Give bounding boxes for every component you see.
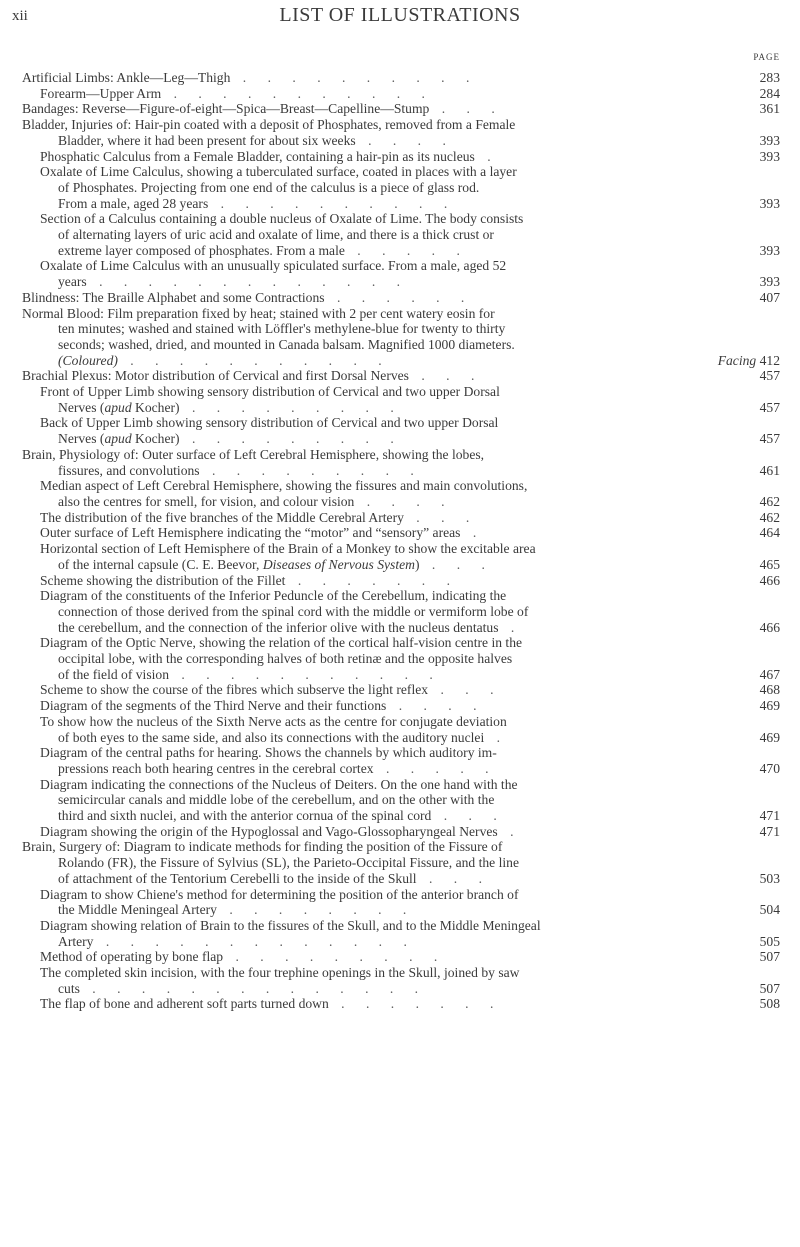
entry-line [22,431,780,447]
entry-line [22,635,780,651]
entry-text: Diagram of the segments of the Third Nerve and their functions [40,698,387,714]
entry-line [22,211,780,227]
page-reference: 393 [759,132,780,148]
page-reference: 508 [759,996,780,1012]
leader-dots: . . . [403,509,479,525]
entry-text: Artery [58,933,94,949]
entry-text: cuts [58,980,80,996]
entry-line [22,353,780,369]
page-reference: 393 [759,242,780,258]
entry-line [22,274,780,290]
entry-line [22,682,780,698]
entry-text: Forearm—Upper Arm [40,85,162,101]
entry-line [22,745,780,761]
list-item [22,101,780,117]
entry-line [22,196,780,212]
entry-text: The completed skin incision, with the four trephine openings in the Skull, joined by saw [40,965,520,981]
entry-text: of alternating layers of uric acid and oxalate of lime, and there is a thick crust or [58,227,494,243]
entry-text: of the internal capsule (C. E. Beevor, Diseases of Nervous System) [58,556,420,572]
leader-dots: . . . . . . . . . [223,949,447,965]
leader-dots: . [474,148,500,164]
list-item [22,824,780,840]
entry-text: (Coloured) [58,352,118,368]
page-reference: 457 [759,399,780,415]
leader-dots: . . . . [354,493,454,509]
page-reference: 471 [759,823,780,839]
page-reference: 505 [759,933,780,949]
entry-text: of both eyes to the same side, and also its connections with the auditory nuclei [58,729,485,745]
leader-dots: . [484,729,510,745]
leader-dots: . . . . . . . . . . [208,195,457,211]
entry-text: third and sixth nuclei, and with the anterior cornua of the spinal cord [58,808,432,824]
leader-dots: . . . . . . . . . . . [169,666,442,682]
entry-text: Median aspect of Left Cerebral Hemisphere, showing the fissures and main convolutions, [40,478,528,494]
entry-text: Outer surface of Left Hemisphere indicating the “motor” and “sensory” areas [40,525,461,541]
entry-text: pressions reach both hearing centres in the cerebral cortex [58,760,374,776]
list-item [22,588,780,635]
entry-line [22,949,780,965]
list-item [22,447,780,478]
entry-text: Method of operating by bone flap [40,949,224,965]
leader-dots: . . . . . . . . [216,902,416,918]
entry-line [22,494,780,510]
list-item [22,510,780,526]
entry-text: Back of Upper Limb showing sensory distribution of Cervical and two upper Dorsal [40,415,499,431]
page-reference: 464 [759,525,780,541]
page-reference: 469 [759,698,780,714]
entry-text: To show how the nucleus of the Sixth Nerve acts as the centre for conjugate deviation [40,713,507,729]
entry-line [22,290,780,306]
entry-line [22,510,780,526]
page-reference: 283 [759,70,780,85]
entry-text: the Middle Meningeal Artery [58,902,217,918]
list-item [22,887,780,918]
entry-text: Bladder, Injuries of: Hair-pin coated with a deposit of Phosphates, removed from a Female [22,117,516,133]
entry-text: Bladder, where it had been present for about six weeks [58,132,356,148]
page-reference: 393 [759,195,780,211]
list-item [22,525,780,541]
page-reference: 457 [759,431,780,447]
list-item [22,415,780,446]
page-reference: 461 [759,462,780,478]
entry-text: From a male, aged 28 years [58,195,209,211]
leader-dots: . . . [408,368,484,384]
entry-text: Section of a Calculus containing a double nucleus of Oxalate of Lime. The body consists [40,211,524,227]
entry-line [22,871,780,887]
entry-line [22,934,780,950]
entry-line [22,400,780,416]
leader-dots: . . . [428,682,503,698]
entry-line [22,667,780,683]
leader-dots: . . . . . . . . . [199,462,423,478]
running-header [0,0,800,60]
entry-text: Diagram indicating the connections of the Nucleus of Deiters. On the one hand with the [40,776,518,792]
list-item [22,117,780,148]
entry-text: years [58,274,87,290]
entry-line [22,149,780,165]
leader-dots: . . . . . . . [328,996,503,1012]
entry-text: Scheme to show the course of the fibres which subserve the light reflex [40,682,429,698]
list-item [22,258,780,289]
entry-line [22,887,780,903]
entry-text: Diagram showing the origin of the Hypoglossal and Vago-Glossopharyngeal Nerves [40,823,498,839]
entry-line [22,996,780,1012]
list-item [22,949,780,965]
entry-line [22,792,780,808]
page-reference: 462 [759,493,780,509]
page-reference: 507 [759,980,780,996]
list-item [22,839,780,886]
entry-text: Front of Upper Limb showing sensory distribution of Cervical and two upper Dorsal [40,384,500,400]
entry-line [22,321,780,337]
list-item [22,368,780,384]
list-item [22,149,780,165]
leader-dots: . . . [431,808,506,824]
entry-line [22,447,780,463]
page-reference: 393 [759,148,780,164]
page-reference: Facing 412 [717,352,780,368]
entry-text: also the centres for smell, for vision, and colour vision [58,493,355,509]
entry-text: Diagram of the central paths for hearing. Shows the channels by which auditory im- [40,745,497,761]
leader-dots: . . . . . . . . . [179,399,403,415]
list-item [22,698,780,714]
entry-text: Phosphatic Calculus from a Female Bladder, containing a hair-pin as its nucleus [40,148,475,164]
entry-line [22,337,780,353]
entry-line [22,133,780,149]
list-item [22,996,780,1012]
leader-dots: . . . . . . . . . . . . . . [79,980,428,996]
entry-line [22,651,780,667]
leader-dots: . . . . . . . . . . [230,70,479,85]
entry-line [22,525,780,541]
entry-line [22,620,780,636]
entry-text: Scheme showing the distribution of the Fillet [40,572,286,588]
entry-line [22,604,780,620]
leader-dots: . . . [419,556,494,572]
entry-text: The flap of bone and adherent soft parts turned down [40,996,329,1012]
entry-text: the cerebellum, and the connection of the inferior olive with the nucleus dentatus [58,619,499,635]
entry-line [22,101,780,117]
entry-line [22,258,780,274]
entry-text: Rolando (FR), the Fissure of Sylvius (SL), the Parieto-Occipital Fissure, and the line [58,855,519,871]
entry-line [22,243,780,259]
list-item [22,290,780,306]
entry-text: Brain, Physiology of: Outer surface of Left Cerebral Hemisphere, showing the lobes, [22,446,485,462]
list-item [22,918,780,949]
list-item [22,573,780,589]
page-reference: 471 [759,808,780,824]
list-item [22,635,780,682]
page-reference: 284 [759,85,780,101]
entry-line [22,164,780,180]
leader-dots: . . . . . . . [285,572,459,588]
list-item [22,86,780,102]
list-item [22,541,780,572]
leader-dots: . . . . [386,698,486,714]
leader-dots: . . . [429,101,504,117]
page-reference: 361 [759,101,780,117]
entry-line [22,117,780,133]
list-item [22,777,780,824]
entry-line [22,965,780,981]
entry-text: Oxalate of Lime Calculus, showing a tuberculated surface, coated in places with a layer [40,164,517,180]
leader-dots: . [498,619,524,635]
entry-line [22,824,780,840]
entry-line [22,180,780,196]
entry-text: Blindness: The Braille Alphabet and some Contractions [22,289,325,305]
entry-line [22,761,780,777]
entry-text: Brachial Plexus: Motor distribution of Cervical and first Dorsal Nerves [22,368,409,384]
entry-line [22,855,780,871]
list-item [22,70,780,86]
leader-dots: . . . . . . . . . . . [161,85,434,101]
leader-dots: . . . . [355,132,455,148]
entry-text: Normal Blood: Film preparation fixed by heat; stained with 2 per cent watery eosin for [22,305,495,321]
leader-dots: . . . . . . . . . . . . . [86,274,410,290]
entry-line [22,777,780,793]
entry-line [22,86,780,102]
entry-line [22,227,780,243]
page-reference: 462 [759,509,780,525]
entry-text: Diagram to show Chiene's method for determining the position of the anterior branch of [40,886,519,902]
entry-line [22,808,780,824]
entry-text: occipital lobe, with the corresponding halves of both retinæ and the opposite halves [58,651,513,667]
page-title: LIST OF ILLUSTRATIONS [279,4,521,26]
page-reference: 407 [759,289,780,305]
entry-text: connection of those derived from the spinal cord with the middle or vermiform lobe of [58,603,529,619]
entry-text: extreme layer composed of phosphates. From a male [58,242,345,258]
page-reference: 466 [759,619,780,635]
entry-line [22,541,780,557]
list-item [22,714,780,745]
page-reference: 504 [759,902,780,918]
page-reference: 465 [759,556,780,572]
page-reference: 470 [759,760,780,776]
entry-line [22,714,780,730]
entry-text: Diagram showing relation of Brain to the fissures of the Skull, and to the Middle Meningeal [40,917,541,933]
entry-text: Diagram of the constituents of the Inferior Peduncle of the Cerebellum, indicating the [40,588,507,604]
page-reference: 467 [759,666,780,682]
entry-line [22,478,780,494]
list-item [22,164,780,211]
entry-line [22,384,780,400]
list-item [22,306,780,369]
leader-dots: . . . [416,870,491,886]
leader-dots: . . . . . . . . . [179,431,403,447]
page-reference: 469 [759,729,780,745]
leader-dots: . [497,823,523,839]
leader-dots: . . . . . . [324,289,474,305]
entry-text: Brain, Surgery of: Diagram to indicate methods for finding the position of the Fissure of [22,839,503,855]
page-reference: 393 [759,274,780,290]
page-reference: 507 [759,949,780,965]
list-item [22,682,780,698]
list-item [22,745,780,776]
entry-text: fissures, and convolutions [58,462,200,478]
entry-line [22,463,780,479]
illustration-list [22,70,780,1012]
entry-line [22,918,780,934]
leader-dots: . . . . . [344,242,469,258]
page-number: xii [12,8,28,24]
entry-text: Bandages: Reverse—Figure-of-eight—Spica—Breast—Capelline—Stump [22,101,430,117]
leader-dots: . . . . . . . . . . . [117,352,391,368]
entry-line [22,415,780,431]
entry-line [22,588,780,604]
list-item [22,211,780,258]
page-reference: 457 [759,368,780,384]
entry-text: of the field of vision [58,666,169,682]
entry-text: Horizontal section of Left Hemisphere of the Brain of a Monkey to show the excitable area [40,541,536,557]
page-reference: 503 [759,870,780,886]
leader-dots: . [460,525,486,541]
entry-text: ten minutes; washed and stained with Löffler's methylene-blue for twenty to thirty [58,321,506,337]
entry-text: semicircular canals and middle lobe of the cerebellum, and on the other with the [58,792,495,808]
entry-line [22,70,780,86]
list-item [22,384,780,415]
entry-text: of Phosphates. Projecting from one end of the calculus is a piece of glass rod. [58,179,480,195]
entry-text: seconds; washed, dried, and mounted in Canada balsam. Magnified 1000 diameters. [58,336,515,352]
page-reference: 466 [759,572,780,588]
entry-line [22,981,780,997]
entry-line [22,306,780,322]
entry-text: Artificial Limbs: Ankle—Leg—Thigh [22,70,231,85]
list-item [22,965,780,996]
entry-text: Nerves (apud Kocher) [58,399,180,415]
entry-line [22,368,780,384]
entry-text: The distribution of the five branches of the Middle Cerebral Artery [40,509,404,525]
entry-line [22,839,780,855]
page-reference: 468 [759,682,780,698]
leader-dots: . . . . . . . . . . . . . [93,933,416,949]
entry-text: Nerves (apud Kocher) [58,431,180,447]
entry-text: Oxalate of Lime Calculus with an unusually spiculated surface. From a male, aged 52 [40,258,507,274]
entry-line [22,573,780,589]
entry-line [22,902,780,918]
entry-line [22,698,780,714]
entry-line [22,557,780,573]
entry-text: of attachment of the Tentorium Cerebelli to the inside of the Skull [58,870,417,886]
entry-text: Diagram of the Optic Nerve, showing the relation of the cortical half-vision centre in the [40,635,523,651]
leader-dots: . . . . . [373,760,498,776]
entry-line [22,730,780,746]
page-column-heading: PAGE [753,52,780,62]
list-item [22,478,780,509]
